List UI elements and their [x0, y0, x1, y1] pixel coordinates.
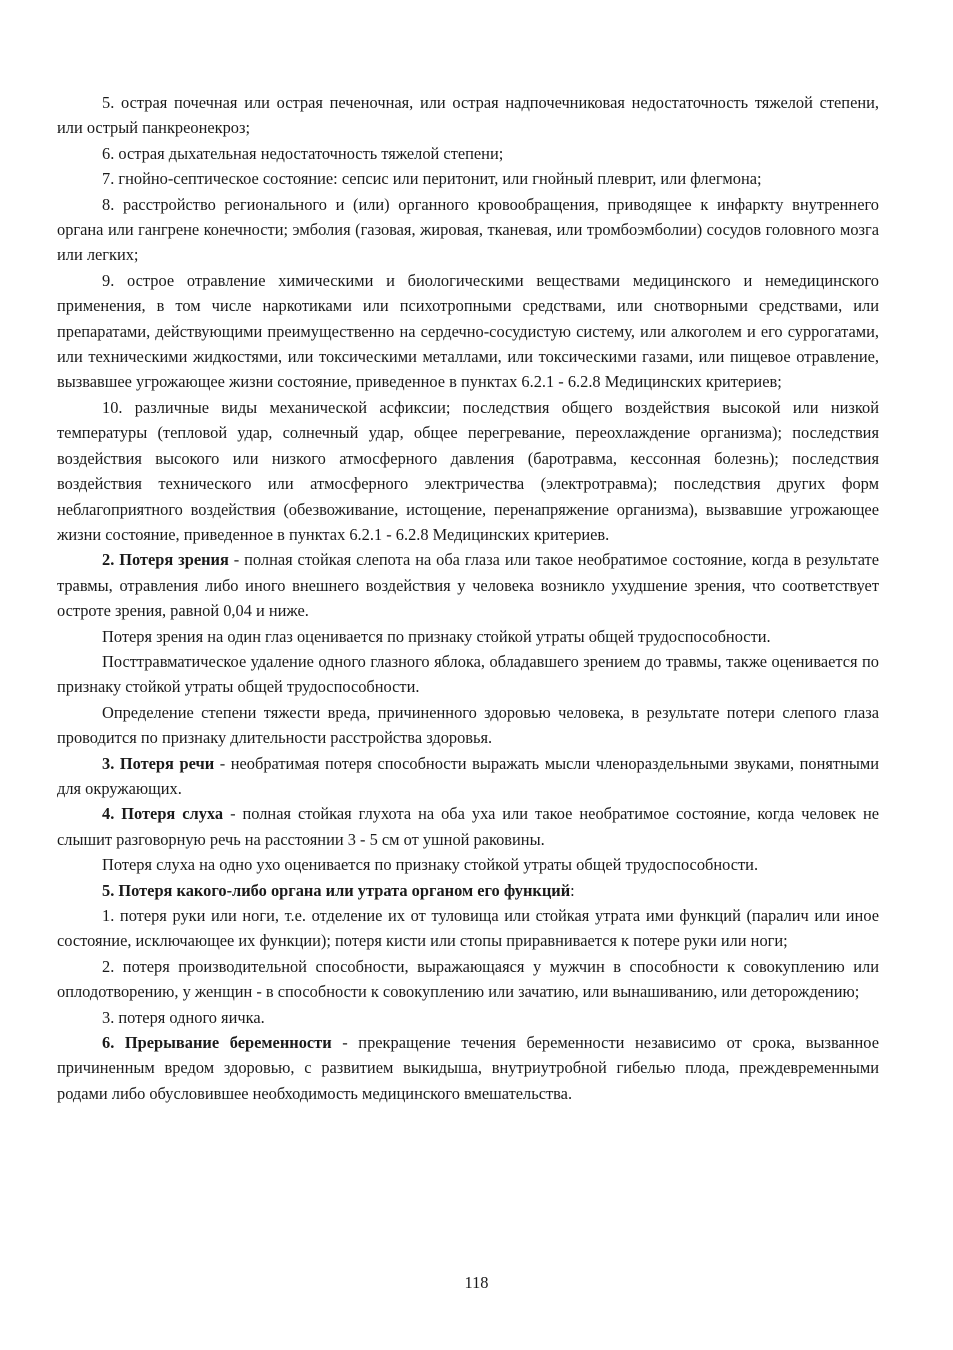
paragraph-item-10: 10. различные виды механической асфиксии; последствия общего воздействия высокой или низкой температуры (тепловой удар, солнечный удар, общее перегревание, переохлаждение организма); последствия воздействия высокого или низкого атмосферного давления (баротравма, кессонная болезнь); последствия воздействия технического или атмосферного электричества (электротравма); последствия других форм неблагоприятного воздействия (обезвоживание, истощение, перенапряжение организма), вызвавшие угрожающее жизни состояние, приведенное в пунктах 6.2.1 - 6.2.8 Медицинских критериев.	[57, 397, 879, 544]
heading-vision-loss: 2. Потеря зрения	[102, 550, 229, 570]
paragraph-item-9: 9. острое отравление химическими и биологическими веществами медицинского и немедицинского применения, в том числе наркотиками или психотропными средствами, или снотворными средствами, или препаратами, действующими преимущественно на сердечно-сосудистую систему, или алкоголем и его суррогатами, или техническими жидкостями, или токсическими металлами, или токсическими газами, или пищевое отравление, вызвавшее угрожающее жизни состояние, приведенное в пунктах 6.2.1 - 6.2.8 Медицинских критериев;	[57, 270, 879, 392]
heading-hearing-loss: 4. Потеря слуха	[102, 804, 224, 824]
heading-speech-loss: 3. Потеря речи	[102, 753, 215, 773]
paragraph-item-6: 6. острая дыхательная недостаточность тяжелой степени;	[102, 143, 504, 163]
paragraph-one-ear: Потеря слуха на одно ухо оценивается по признаку стойкой утраты общей трудоспособности.	[102, 855, 759, 875]
heading-organ-loss: 5. Потеря какого-либо органа или утрата органом его функций	[102, 880, 571, 900]
paragraph-one-eye: Потеря зрения на один глаз оценивается по признаку стойкой утраты общей трудоспособности.	[102, 626, 771, 646]
paragraph-testicle-loss: 3. потеря одного яичка.	[102, 1007, 265, 1027]
paragraph-reproductive-loss: 2. потеря производительной способности, выражающаяся у мужчин в способности к совокуплению или оплодотворению, у женщин - в способности к совокуплению или зачатию, или вынашиванию, или деторождению;	[57, 956, 879, 1002]
paragraph-item-8: 8. расстройство регионального и (или) органного кровообращения, приводящее к инфаркту внутреннего органа или гангрене конечности; эмболия (газовая, жировая, тканевая, или тромбоэмболии) сосудов головного мозга или легких;	[57, 194, 879, 265]
page-number: 118	[464, 1273, 489, 1292]
paragraph-limb-loss: 1. потеря руки или ноги, т.е. отделение их от туловища или стойкая утрата ими функций (паралич или иное состояние, исключающее их функции); потеря кисти или стопы приравнивается к потере руки или ноги;	[57, 906, 879, 951]
heading-pregnancy-termination: 6. Прерывание беременности	[102, 1033, 332, 1053]
paragraph-speech-loss: 3. Потеря речи - необратимая потеря способности выражать мысли членораздельными звуками, понятными для окружающих.	[57, 753, 879, 798]
document-body	[57, 90, 879, 1106]
paragraph-eye-removal: Посттравматическое удаление одного глазного яблока, обладавшего зрением до травмы, также оценивается по признаку стойкой утраты общей трудоспособности.	[57, 651, 879, 697]
paragraph-item-7: 7. гнойно-септическое состояние: сепсис или перитонит, или гнойный плеврит, или флегмона;	[102, 169, 762, 189]
paragraph-hearing-loss: 4. Потеря слуха - полная стойкая глухота на оба уха или такое необратимое состояние, когда человек не слышит разговорную речь на расстоянии 3 - 5 см от ушной раковины.	[57, 804, 879, 849]
paragraph-blind-eye: Определение степени тяжести вреда, причиненного здоровью человека, в результате потери слепого глаза проводится по признаку длительности расстройства здоровья.	[57, 702, 879, 748]
paragraph-pregnancy-termination: 6. Прерывание беременности - прекращение течения беременности независимо от срока, вызванное причиненным вредом здоровью, с развитием выкидыша, внутриутробной гибелью плода, преждевременными родами либо обусловившее необходимость медицинского вмешательства.	[57, 1033, 879, 1103]
paragraph-item-5: 5. острая почечная или острая печеночная, или острая надпочечниковая недостаточность тяжелой степени, или острый панкреонекроз;	[57, 93, 879, 138]
paragraph-vision-loss: 2. Потеря зрения - полная стойкая слепота на оба глаза или такое необратимое состояние, когда в результате травмы, отравления либо иного внешнего воздействия у человека возникло ухудшение зрения, что соответствует остроте зрения, равной 0,04 и ниже.	[57, 550, 879, 621]
paragraph-organ-loss: 5. Потеря какого-либо органа или утрата органом его функций:	[102, 880, 575, 900]
